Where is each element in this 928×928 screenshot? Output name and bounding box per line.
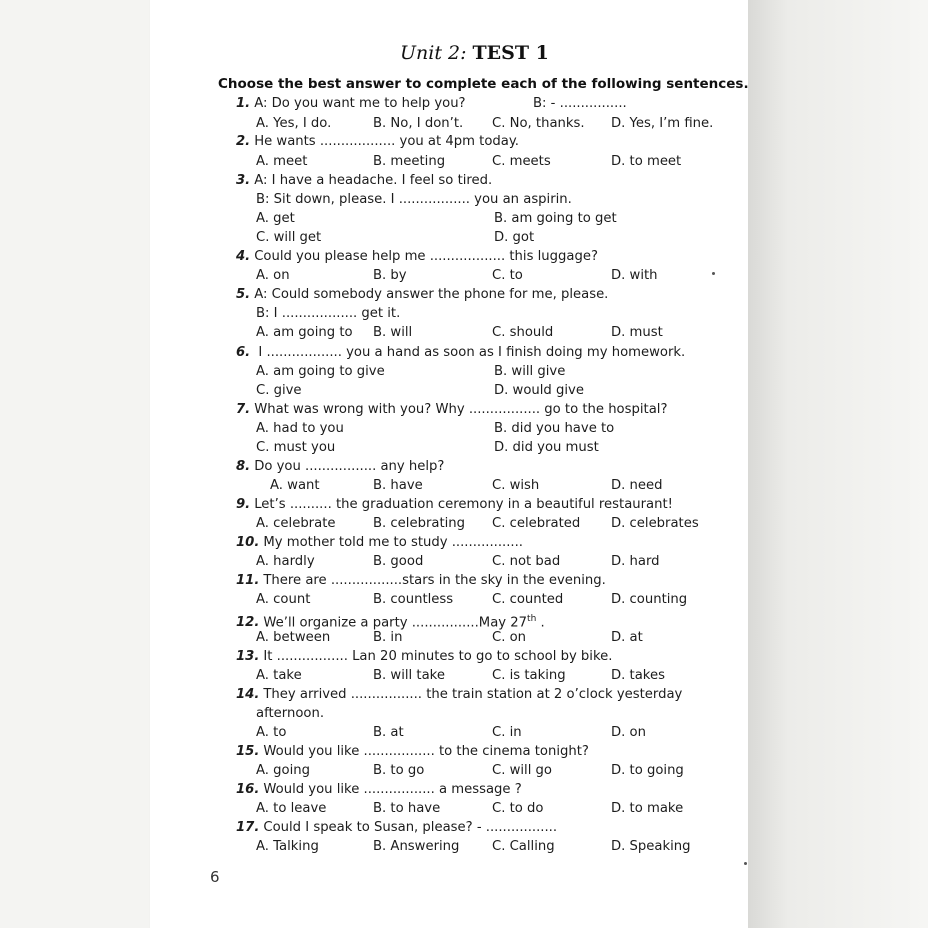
answer-option[interactable]: B. will give bbox=[494, 364, 566, 379]
answer-option[interactable]: C. Calling bbox=[492, 839, 555, 854]
answer-option[interactable]: C. No, thanks. bbox=[492, 116, 585, 131]
question-line bbox=[236, 173, 492, 189]
question-number: 14. bbox=[236, 687, 260, 702]
question-text: He wants .................. you at 4pm today. bbox=[254, 134, 519, 149]
answer-option[interactable]: C. should bbox=[492, 325, 554, 340]
question-text: It ................. Lan 20 minutes to go to school by bike. bbox=[263, 649, 613, 664]
answer-option[interactable]: A. on bbox=[256, 268, 290, 283]
question-line bbox=[236, 611, 545, 631]
question-number: 9. bbox=[236, 497, 251, 512]
answer-option[interactable]: C. is taking bbox=[492, 668, 566, 683]
answer-option[interactable]: D. to going bbox=[611, 763, 684, 778]
question-line bbox=[236, 649, 612, 665]
answer-option[interactable]: C. will go bbox=[492, 763, 553, 778]
answer-option[interactable]: B. to go bbox=[373, 763, 425, 778]
answer-option[interactable]: D. counting bbox=[611, 592, 688, 607]
answer-option[interactable]: B. good bbox=[373, 554, 424, 569]
page-number: 6 bbox=[210, 868, 220, 886]
question-number: 6. bbox=[236, 345, 251, 360]
answer-option[interactable]: B. by bbox=[373, 268, 407, 283]
answer-option[interactable]: C. in bbox=[492, 725, 522, 740]
speck-mark bbox=[744, 862, 747, 865]
answer-option[interactable]: B. to have bbox=[373, 801, 441, 816]
answer-option[interactable]: C. must you bbox=[256, 440, 336, 455]
question-text: I .................. you a hand as soon as I finish doing my homework. bbox=[254, 345, 686, 360]
question-line bbox=[236, 744, 589, 760]
answer-option[interactable]: D. got bbox=[494, 230, 535, 245]
answer-option[interactable]: D. must bbox=[611, 325, 663, 340]
question-continuation: afternoon. bbox=[256, 706, 325, 721]
answer-option[interactable]: C. counted bbox=[492, 592, 564, 607]
question-number: 1. bbox=[236, 96, 251, 111]
answer-option[interactable]: B. at bbox=[373, 725, 404, 740]
question-line bbox=[236, 134, 519, 150]
answer-option[interactable]: C. to bbox=[492, 268, 523, 283]
answer-option[interactable]: A. am going to bbox=[256, 325, 353, 340]
answer-option[interactable]: A. Yes, I do. bbox=[256, 116, 332, 131]
title-unit: Unit 2: bbox=[400, 42, 467, 64]
answer-option[interactable]: A. had to you bbox=[256, 421, 344, 436]
answer-option[interactable]: A. get bbox=[256, 211, 295, 226]
question-number: 12. bbox=[236, 615, 260, 631]
answer-option[interactable]: D. would give bbox=[494, 383, 584, 398]
question-line bbox=[236, 249, 598, 265]
answer-option[interactable]: C. will get bbox=[256, 230, 322, 245]
question-text: A: I have a headache. I feel so tired. bbox=[254, 173, 493, 188]
question-line bbox=[236, 820, 557, 836]
answer-option[interactable]: D. need bbox=[611, 478, 663, 493]
question-line bbox=[236, 573, 606, 589]
question-continuation: B: Sit down, please. I ................. you an aspirin. bbox=[256, 192, 572, 207]
answer-option[interactable]: D. on bbox=[611, 725, 646, 740]
question-text: Could I speak to Susan, please? - ................. bbox=[263, 820, 558, 835]
answer-option[interactable]: C. wish bbox=[492, 478, 540, 493]
question-number: 13. bbox=[236, 649, 260, 664]
question-text: A: Could somebody answer the phone for me, please. bbox=[254, 287, 609, 302]
answer-option[interactable]: D. Speaking bbox=[611, 839, 691, 854]
question-line bbox=[236, 497, 673, 513]
question-text: Could you please help me .................. this luggage? bbox=[254, 249, 598, 264]
question-number: 4. bbox=[236, 249, 251, 264]
question-text-end: . bbox=[536, 615, 545, 631]
answer-option[interactable]: A. between bbox=[256, 630, 331, 645]
question-line bbox=[236, 459, 444, 475]
answer-option[interactable]: C. give bbox=[256, 383, 302, 398]
answer-option[interactable]: A. to bbox=[256, 725, 287, 740]
title-test: TEST 1 bbox=[472, 42, 549, 64]
answer-option[interactable]: B. No, I don’t. bbox=[373, 116, 464, 131]
question-number: 17. bbox=[236, 820, 260, 835]
speck-mark bbox=[712, 272, 715, 275]
question-text: Would you like ................. a message ? bbox=[263, 782, 522, 797]
answer-option[interactable]: B. will bbox=[373, 325, 413, 340]
question-text: Let’s .......... the graduation ceremony in a beautiful restaurant! bbox=[254, 497, 673, 512]
question-text: What was wrong with you? Why ................. go to the hospital? bbox=[254, 402, 668, 417]
answer-option[interactable]: D. celebrates bbox=[611, 516, 699, 531]
question-line bbox=[236, 687, 682, 703]
answer-option[interactable]: A. going bbox=[256, 763, 311, 778]
answer-option[interactable]: A. count bbox=[256, 592, 311, 607]
question-line bbox=[236, 782, 522, 798]
superscript: th bbox=[527, 614, 537, 624]
question-text: There are .................stars in the sky in the evening. bbox=[263, 573, 606, 588]
answer-option[interactable]: D. at bbox=[611, 630, 643, 645]
question-number: 2. bbox=[236, 134, 251, 149]
answer-option[interactable]: D. Yes, I’m fine. bbox=[611, 116, 714, 131]
answer-option[interactable]: C. to do bbox=[492, 801, 544, 816]
question-text: A: Do you want me to help you? bbox=[254, 96, 466, 111]
answer-option[interactable]: B. celebrating bbox=[373, 516, 466, 531]
question-text: They arrived ................. the train station at 2 o’clock yesterday bbox=[263, 687, 683, 702]
answer-option[interactable]: A. to leave bbox=[256, 801, 327, 816]
question-line bbox=[236, 96, 466, 112]
question-reply-blank: B: - ................ bbox=[533, 96, 627, 111]
question-number: 8. bbox=[236, 459, 251, 474]
question-text: Would you like ................. to the cinema tonight? bbox=[263, 744, 589, 759]
answer-option[interactable]: A. am going to give bbox=[256, 364, 385, 379]
answer-option[interactable]: B. have bbox=[373, 478, 423, 493]
question-number: 7. bbox=[236, 402, 251, 417]
answer-option[interactable]: B. meeting bbox=[373, 154, 446, 169]
question-line bbox=[236, 345, 685, 361]
question-line bbox=[236, 402, 667, 418]
answer-option[interactable]: C. on bbox=[492, 630, 527, 645]
page-title bbox=[400, 42, 549, 64]
answer-option[interactable]: D. hard bbox=[611, 554, 660, 569]
question-number: 5. bbox=[236, 287, 251, 302]
question-line bbox=[236, 535, 523, 551]
question-number: 10. bbox=[236, 535, 260, 550]
answer-option[interactable]: B. will take bbox=[373, 668, 445, 683]
question-text: Do you ................. any help? bbox=[254, 459, 445, 474]
answer-option[interactable]: A. take bbox=[256, 668, 302, 683]
answer-option[interactable]: B. in bbox=[373, 630, 403, 645]
answer-option[interactable]: B. Answering bbox=[373, 839, 460, 854]
answer-option[interactable]: B. countless bbox=[373, 592, 454, 607]
question-number: 11. bbox=[236, 573, 260, 588]
answer-option[interactable]: D. to meet bbox=[611, 154, 682, 169]
answer-option[interactable]: A. celebrate bbox=[256, 516, 336, 531]
answer-option[interactable]: A. meet bbox=[256, 154, 308, 169]
answer-option[interactable]: C. celebrated bbox=[492, 516, 581, 531]
answer-option[interactable]: D. takes bbox=[611, 668, 665, 683]
question-line bbox=[236, 287, 608, 303]
answer-option[interactable]: D. did you must bbox=[494, 440, 599, 455]
answer-option[interactable]: B. did you have to bbox=[494, 421, 615, 436]
book-binding-shadow bbox=[748, 0, 928, 928]
instruction-text: Choose the best answer to complete each of the following sentences. bbox=[218, 76, 749, 92]
answer-option[interactable]: A. want bbox=[270, 478, 320, 493]
question-text: My mother told me to study ................. bbox=[263, 535, 523, 550]
answer-option[interactable]: C. meets bbox=[492, 154, 551, 169]
question-number: 3. bbox=[236, 173, 251, 188]
question-continuation: B: I .................. get it. bbox=[256, 306, 401, 321]
question-number: 15. bbox=[236, 744, 260, 759]
answer-option[interactable]: C. not bad bbox=[492, 554, 561, 569]
answer-option[interactable]: D. with bbox=[611, 268, 658, 283]
question-text: We’ll organize a party ................May 27 bbox=[263, 615, 528, 631]
answer-option[interactable]: A. hardly bbox=[256, 554, 315, 569]
answer-option[interactable]: B. am going to get bbox=[494, 211, 617, 226]
answer-option[interactable]: D. to make bbox=[611, 801, 684, 816]
question-number: 16. bbox=[236, 782, 260, 797]
answer-option[interactable]: A. Talking bbox=[256, 839, 319, 854]
